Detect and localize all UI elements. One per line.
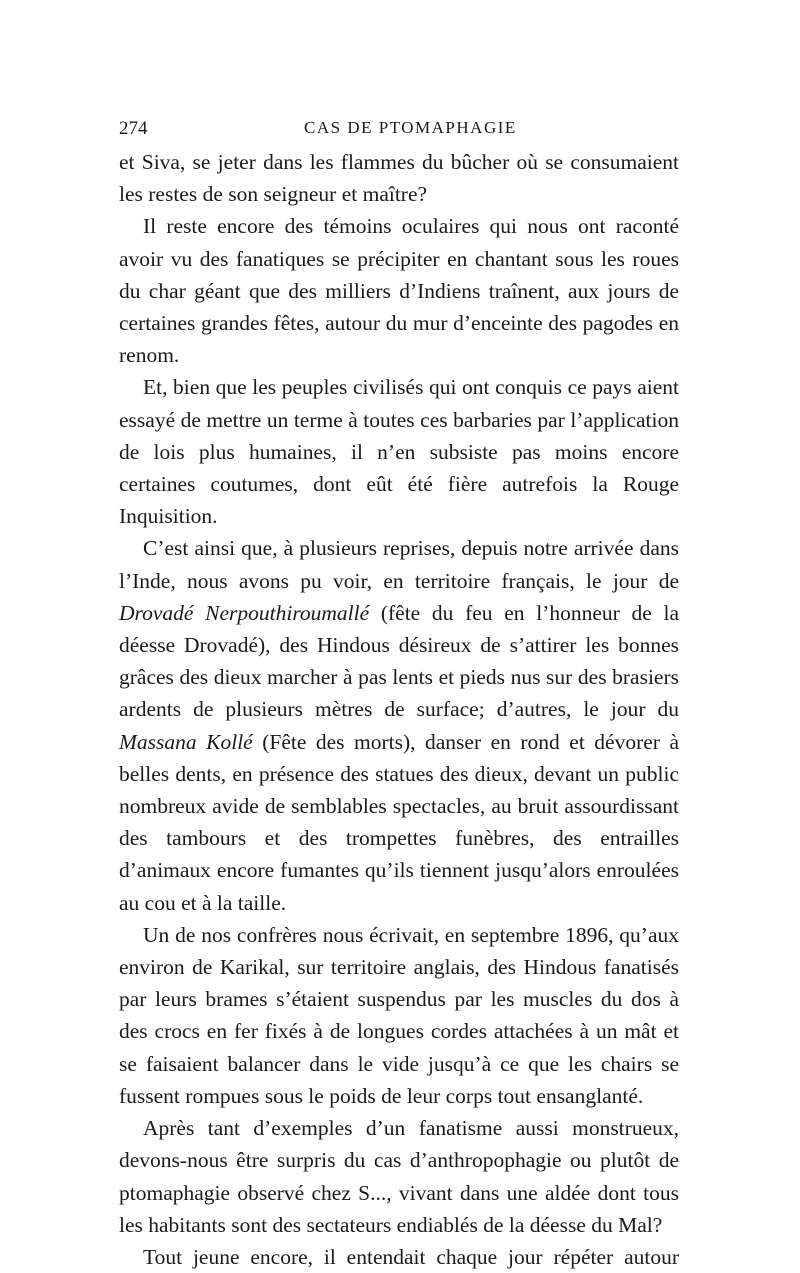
text-run: (fête du feu en l’honneur de la déesse Drovadé), des Hindous désireux de s’attirer les bonnes grâces des dieux marcher à pas lents et pieds nus sur des brasiers ardents de plusieurs mètres de surface; d’autres, le jour du <box>119 600 679 722</box>
book-page <box>119 112 679 1273</box>
paragraph-1 <box>119 146 679 210</box>
text-run: et Siva, se jeter dans les flammes du bûcher où se consumaient les restes de son seigneur et maître? <box>119 150 679 207</box>
text-run: C’est ainsi que, à plusieurs reprises, depuis notre arrivée dans l’Inde, nous avons pu voir, en territoire français, le jour de <box>119 536 679 593</box>
paragraph-5 <box>119 919 679 1112</box>
paragraph-7 <box>119 1241 679 1273</box>
paragraph-6 <box>119 1112 679 1241</box>
body-text <box>119 146 679 1273</box>
running-head <box>119 112 679 146</box>
page-number: 274 <box>119 118 148 139</box>
paragraph-2 <box>119 210 679 371</box>
text-run: Et, bien que les peuples civilisés qui ont conquis ce pays aient essayé de mettre un terme à toutes ces barbaries par l’application de lois plus humaines, il n’en subsiste pas moins encore certaines coutumes, dont eût été fière autrefois la Rouge Inquisition. <box>119 375 679 529</box>
running-title: CAS DE PTOMAPHAGIE <box>304 118 517 137</box>
paragraph-4 <box>119 532 679 918</box>
italic-term-drovade: Drovadé Nerpouthiroumallé <box>119 600 370 625</box>
text-run: Tout jeune encore, il entendait chaque jour répéter autour <box>143 1244 679 1269</box>
text-run: Il reste encore des témoins oculaires qui nous ont raconté avoir vu des fanatiques se précipiter en chantant sous les roues du char géant que des milliers d’Indiens traînent, aux jours de certaines grandes fêtes, autour du mur d’enceinte des pagodes en renom. <box>119 214 679 368</box>
text-run: Après tant d’exemples d’un fanatisme aussi monstrueux, devons-nous être surpris du cas d’anthropophagie ou plutôt de ptomaphagie observé chez S..., vivant dans une aldée dont tous les habitants sont des sectateurs endiablés de la déesse du Mal? <box>119 1116 679 1237</box>
italic-term-massana: Massana Kollé <box>119 729 253 754</box>
text-run: (Fête des morts), danser en rond et dévorer à belles dents, en présence des statues des dieux, devant un public nombreux avide de semblables spectacles, au bruit assourdissant des tambours et des trompettes funèbres, des entrailles d’animaux encore fumantes qu’ils tiennent jusqu’alors enroulées au cou et à la taille. <box>119 729 679 915</box>
paragraph-3 <box>119 371 679 532</box>
text-run: Un de nos confrères nous écrivait, en septembre 1896, qu’aux environ de Karikal, sur territoire anglais, des Hindous fanatisés par leurs brames s’étaient suspendus par les muscles du dos à des crocs en fer fixés à de longues cordes attachées à un mât et se faisaient balancer dans le vide jusqu’à ce que les chairs se fussent rompues sous le poids de leur corps tout ensanglanté. <box>119 922 679 1108</box>
